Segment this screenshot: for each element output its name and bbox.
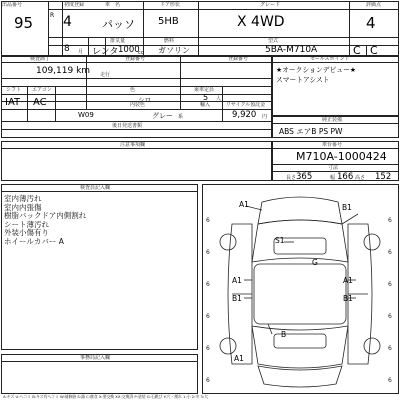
wheel-mark: 6 [388, 249, 392, 256]
capacity-label: 乗車定員 [194, 87, 215, 93]
recycle-label: リサイクル預託金 [226, 102, 266, 108]
wheel-mark: 6 [206, 345, 210, 352]
car-diagram [202, 184, 399, 394]
mark-a1-right: A1 [343, 276, 353, 285]
interior-code: W09 [78, 111, 94, 119]
interior-suffix: 系 [178, 114, 184, 120]
lot-label: 出品番号 [2, 2, 23, 8]
inspector-item: 室内内張傷 [4, 202, 42, 212]
displacement: 1000 [118, 45, 140, 55]
inspector-item: ホイールカバー A [4, 236, 64, 246]
registration-label: 登録番号 [125, 56, 146, 62]
office-title: 事務局記入欄 [80, 355, 111, 361]
chassis-title: 車台番号 [322, 142, 343, 148]
exterior-grade: C [370, 44, 378, 57]
later-docs-label: 後日発送書類 [112, 123, 143, 129]
doors: 5HB [158, 16, 179, 27]
mark-a1-rear: A1 [234, 354, 244, 363]
score-label: 評価点 [366, 2, 382, 8]
grade: X 4WD [237, 14, 285, 30]
sale-point-1: ★オークションデビュー★ [276, 66, 357, 74]
capacity: 5 [203, 93, 209, 102]
wheel-mark: 6 [388, 281, 392, 288]
length: 365 [296, 172, 313, 182]
wheel-mark: 6 [388, 217, 392, 224]
inspector-item: 室内薄汚れ [4, 194, 42, 203]
interior-colour: グレー [152, 112, 173, 120]
displacement-unit: cc [138, 50, 144, 56]
capacity-unit: 人 [216, 96, 222, 102]
sale-points-title: セールスポイント [310, 56, 350, 62]
mark-a1-front-left: A1 [239, 200, 249, 209]
interior-label: 内装色 [130, 102, 146, 108]
mileage-label: 走行 [100, 72, 111, 78]
wheel-mark: 6 [388, 313, 392, 320]
inspection-label: 検査満了 [30, 56, 51, 62]
height-label: 高さ [355, 175, 366, 181]
year-prefix: R [50, 12, 55, 19]
colour: シロ [138, 96, 151, 104]
mileage: 109,119 km [36, 66, 91, 76]
recycle: 9,920 [232, 110, 257, 120]
doors-label: ドア形状 [160, 2, 180, 8]
chassis-number: M710A-1000424 [296, 150, 387, 163]
inspector-item: 樹脂バックドア内側割れ [4, 211, 87, 221]
wheel-mark: 6 [206, 281, 210, 288]
interior-grade: C [353, 44, 361, 57]
length-label: 長さ [286, 175, 297, 181]
wheel-mark: 6 [388, 377, 392, 384]
shift-label: シフト [6, 87, 22, 93]
size-title: 寸法 [328, 165, 339, 171]
inspector-title: 検査員記入欄 [80, 185, 111, 191]
month-unit: 月 [78, 49, 84, 55]
year-value: 4 [63, 14, 72, 30]
width: 166 [337, 172, 354, 182]
registration-label-2: 登録番号 [228, 56, 249, 62]
fuel-label: 燃料 [164, 38, 175, 44]
mark-g: G [312, 258, 318, 267]
lot-number: 95 [14, 14, 34, 32]
model-code-label: 型式 [268, 38, 279, 44]
transmission: IAT [5, 97, 21, 108]
mark-b-rear: B [281, 330, 287, 339]
colour-label: 色 [130, 87, 136, 93]
footer-legend: A:キズ U:ヘコミ B:キズ有ヘコミ W:補修跡 S:錆 C:腐食 X:要交換 XX:交換済 P:塗装 G:石跳び Y:穴・割れ 1:小 2:中 3:大 [3, 394, 208, 399]
equipment-title: 純正装備 [322, 117, 343, 123]
mark-b1-front-right: B1 [342, 203, 352, 212]
score: 4 [366, 14, 376, 32]
import-label: 輸入 [200, 102, 211, 108]
category: レンタ [92, 47, 119, 57]
wheel-mark: 6 [206, 217, 210, 224]
width-label: 幅 [330, 175, 336, 181]
aircon-label: エアコン [32, 87, 52, 93]
inspector-list [4, 195, 86, 247]
wheel-mark: 6 [206, 377, 210, 384]
fuel: ガソリン [158, 46, 190, 55]
wheel-mark: 6 [206, 313, 210, 320]
month-value: 8 [64, 44, 70, 54]
inspector-item: 外装小傷有り [4, 228, 49, 238]
mark-b1-left: B1 [232, 294, 242, 303]
grade-label: グレード [260, 2, 281, 8]
aircon: AC [33, 97, 47, 108]
recycle-unit: 円 [262, 114, 268, 120]
wheel-mark: 6 [206, 249, 210, 256]
displacement-label: 排気量 [110, 38, 126, 44]
name-label: 車 名 [105, 2, 121, 8]
notes-title: 注意事項欄 [120, 142, 146, 148]
height: 152 [375, 172, 392, 182]
model-year-label: 初度登録 [64, 2, 85, 8]
inspector-item: シート薄汚れ [4, 219, 49, 229]
mark-s1: S1 [275, 236, 285, 245]
car-name: パッソ [102, 18, 135, 31]
wheel-mark: 6 [388, 345, 392, 352]
mark-b1-right: B1 [343, 294, 353, 303]
equipment-value: ABS エアB PS PW [279, 127, 343, 136]
mark-a1-left: A1 [232, 276, 242, 285]
sale-point-2: スマートアシスト [276, 76, 330, 84]
model-code: 5BA-M710A [265, 45, 318, 55]
